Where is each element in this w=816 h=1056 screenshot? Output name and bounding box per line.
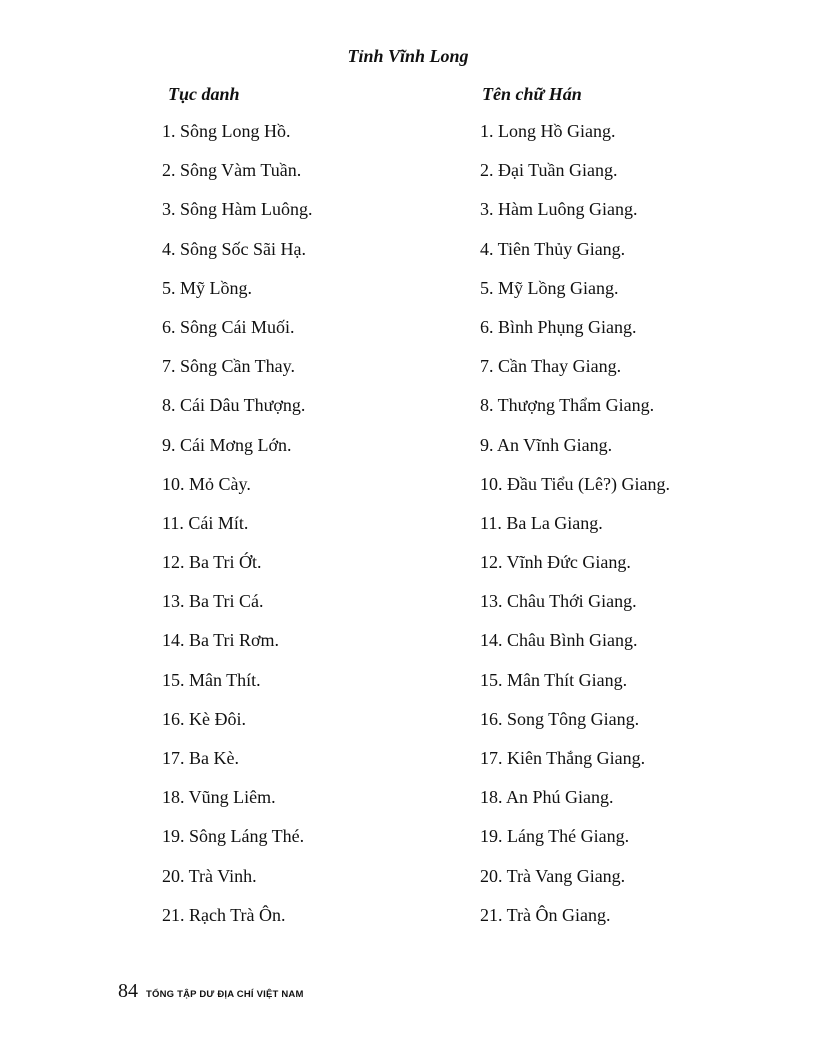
list-item: 2. Đại Tuần Giang.	[480, 160, 618, 181]
list-item: 8. Cái Dâu Thượng.	[162, 395, 306, 416]
list-item: 14. Ba Tri Rơm.	[162, 630, 280, 651]
list-item: 11. Ba La Giang.	[480, 512, 603, 533]
list-item: 4. Sông Sốc Sãi Hạ.	[162, 238, 306, 259]
list-item: 17. Kiên Thắng Giang.	[480, 748, 646, 768]
page-footer	[118, 980, 304, 1003]
list-item: 10. Mỏ Cày.	[162, 473, 251, 494]
list-item: 17. Ba Kè.	[162, 748, 239, 768]
list-item: 1. Sông Long Hồ.	[162, 121, 291, 141]
list-item: 11. Cái Mít.	[162, 512, 249, 533]
list-item: 15. Mân Thít Giang.	[480, 669, 628, 690]
list-item: 6. Sông Cái Muối.	[162, 316, 295, 337]
list-item: 4. Tiên Thủy Giang.	[480, 238, 626, 259]
chinese-name-list	[480, 117, 780, 940]
page-title: Tỉnh Vĩnh Long	[347, 46, 469, 66]
list-item: 18. An Phú Giang.	[480, 787, 614, 808]
list-item: 9. An Vĩnh Giang.	[480, 434, 613, 455]
list-item: 7. Cần Thay Giang.	[480, 356, 622, 377]
list-item: 19. Sông Láng Thé.	[162, 826, 305, 847]
list-item: 1. Long Hồ Giang.	[480, 121, 616, 141]
list-item: 19. Láng Thé Giang.	[480, 826, 630, 847]
list-item: 16. Song Tông Giang.	[480, 708, 640, 729]
list-item: 7. Sông Cần Thay.	[162, 356, 295, 377]
list-item: 12. Ba Tri Ớt.	[162, 552, 262, 573]
list-item: 16. Kè Đôi.	[162, 708, 246, 729]
list-item: 18. Vũng Liêm.	[162, 787, 276, 808]
list-item: 15. Mân Thít.	[162, 669, 261, 690]
list-item: 9. Cái Mơng Lớn.	[162, 434, 292, 455]
folk-name-list	[162, 117, 462, 940]
list-item: 14. Châu Bình Giang.	[480, 630, 638, 651]
list-item: 13. Châu Thới Giang.	[480, 591, 637, 612]
list-item: 5. Mỹ Lồng Giang.	[480, 277, 619, 298]
list-item: 3. Hàm Luông Giang.	[480, 199, 638, 220]
book-title: TỔNG TẬP DƯ ĐỊA CHÍ VIỆT NAM	[146, 989, 304, 1000]
page-number: 84	[118, 980, 138, 1002]
list-item: 10. Đầu Tiểu (Lê?) Giang.	[480, 473, 670, 494]
list-item: 20. Trà Vinh.	[162, 865, 257, 886]
list-item: 3. Sông Hàm Luông.	[162, 199, 313, 220]
list-item: 20. Trà Vang Giang.	[480, 865, 626, 886]
list-item: 5. Mỹ Lồng.	[162, 277, 252, 298]
column-header-chinese-name: Tên chữ Hán	[482, 84, 582, 104]
list-item: 2. Sông Vàm Tuần.	[162, 160, 302, 181]
list-item: 12. Vĩnh Đức Giang.	[480, 552, 631, 573]
list-item: 13. Ba Tri Cá.	[162, 591, 264, 612]
column-header-folk-name: Tục danh	[168, 84, 240, 104]
list-item: 6. Bình Phụng Giang.	[480, 316, 637, 337]
list-item: 21. Rạch Trà Ôn.	[162, 904, 286, 925]
list-item: 8. Thượng Thẩm Giang.	[480, 395, 655, 416]
list-item: 21. Trà Ôn Giang.	[480, 904, 611, 925]
